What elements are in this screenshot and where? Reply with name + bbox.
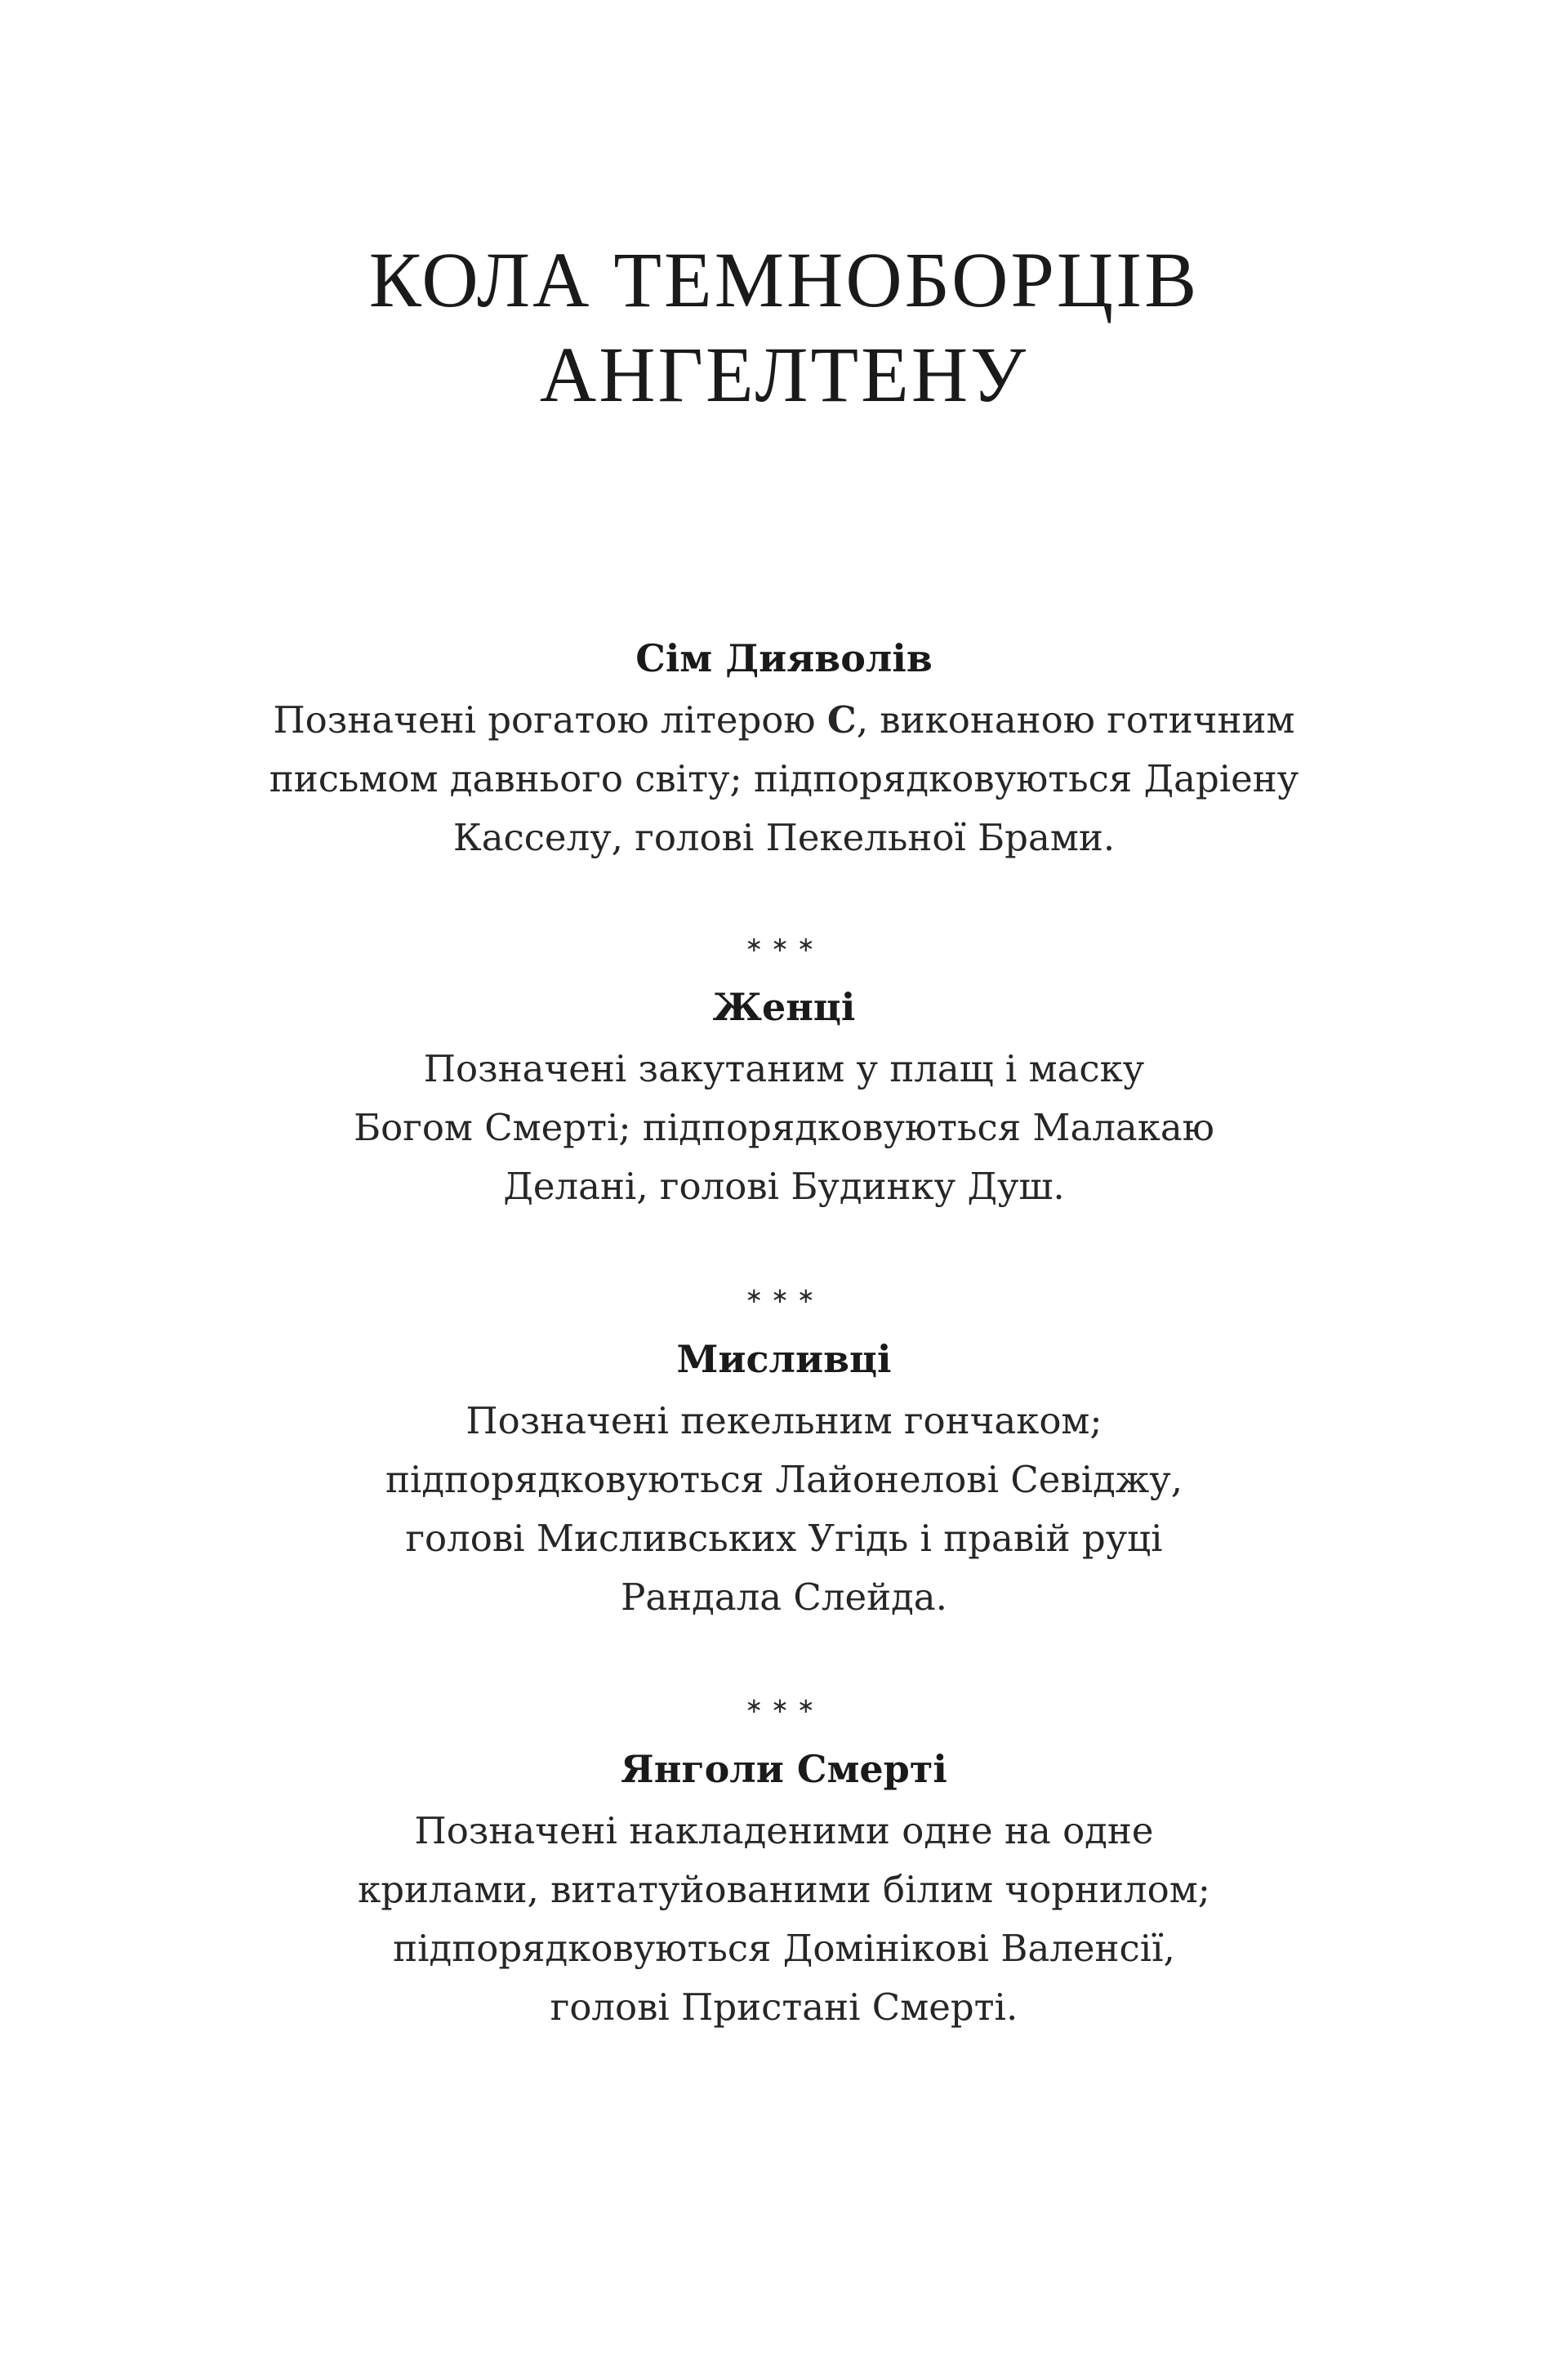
description-line: підпорядковуються Домінікові Валенсії,	[393, 1927, 1175, 1970]
section-description	[131, 1392, 1437, 1627]
section-heading: Сім Дияволів	[635, 636, 933, 680]
description-line: Рандала Слейда.	[621, 1575, 947, 1619]
section-description	[131, 1040, 1437, 1216]
description-line: Касселу, голові Пекельної Брами.	[452, 816, 1116, 859]
description-line: крилами, витатуйованими білим чорнилом;	[358, 1868, 1210, 1911]
section-reapers	[131, 983, 1437, 1216]
section-hunters	[131, 1335, 1437, 1627]
description-line: Позначені рогатою літерою С, виконаною готичним	[273, 698, 1295, 742]
section-seven-devils	[131, 634, 1437, 867]
description-line: Делані, голові Будинку Душ.	[503, 1165, 1065, 1208]
description-line: підпорядковуються Лайонелові Севіджу,	[385, 1458, 1183, 1501]
description-line: Позначені накладеними одне на одне	[414, 1809, 1154, 1852]
section-description	[131, 1802, 1437, 2037]
description-line: голові Мисливських Угідь і правій руці	[405, 1517, 1163, 1560]
section-heading: Мисливці	[676, 1337, 892, 1381]
description-line: Позначені закутаним у плащ і маску	[423, 1047, 1145, 1090]
description-line: Позначені пекельним гончаком;	[466, 1399, 1102, 1442]
gothic-letter: С	[826, 698, 857, 742]
section-heading: Янголи Смерті	[621, 1747, 947, 1791]
section-separator: ∗∗∗	[745, 1284, 823, 1308]
page-title-line-2: АНГЕЛТЕНУ	[539, 331, 1029, 418]
section-description	[131, 691, 1437, 867]
description-line: голові Пристані Смерті.	[550, 1985, 1018, 2029]
section-angels-of-death	[131, 1745, 1437, 2037]
description-line: Богом Смерті; підпорядковуються Малакаю	[354, 1106, 1214, 1149]
section-heading: Женці	[712, 985, 856, 1029]
description-line: письмом давнього світу; підпорядковуються Даріену	[269, 757, 1299, 800]
page-title-line-1: КОЛА ТЕМНОБОРЦІВ	[368, 236, 1200, 323]
section-separator: ∗∗∗	[745, 933, 823, 957]
section-separator: ∗∗∗	[745, 1694, 823, 1718]
